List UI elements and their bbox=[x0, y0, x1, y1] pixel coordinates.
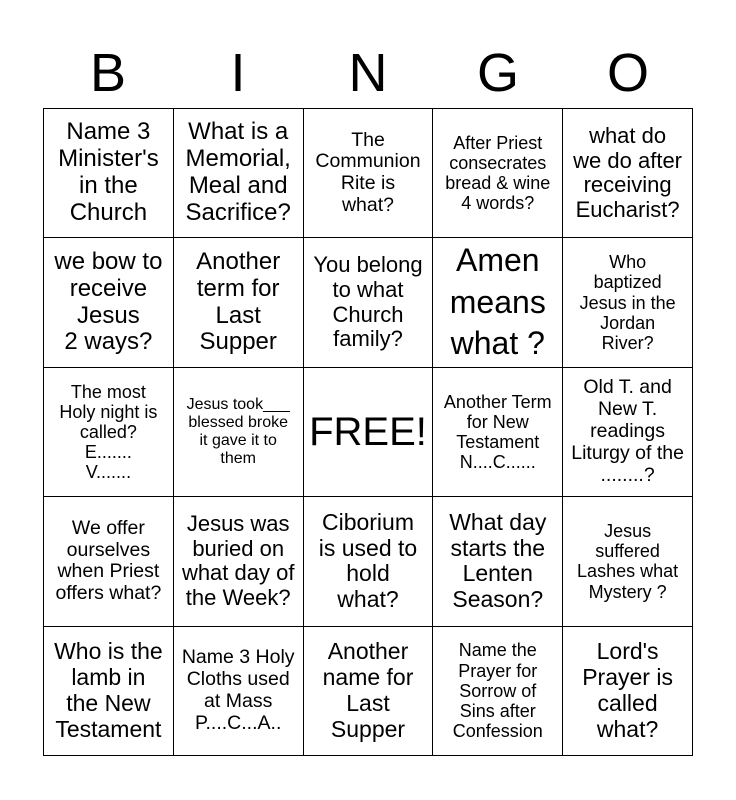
bingo-cell[interactable]: Another term for Last Supper bbox=[174, 238, 304, 367]
bingo-cell[interactable]: The most Holy night is called? E....... V....... bbox=[44, 368, 174, 497]
bingo-header bbox=[43, 40, 693, 106]
header-letter-b: B bbox=[89, 43, 127, 103]
bingo-cell[interactable]: Who baptized Jesus in the Jordan River? bbox=[563, 238, 693, 367]
bingo-cell[interactable]: The Communion Rite is what? bbox=[304, 109, 434, 238]
header-letter-g: G bbox=[476, 43, 519, 103]
bingo-cell[interactable]: Amen means what ? bbox=[433, 238, 563, 367]
bingo-cell[interactable]: Another name for Last Supper bbox=[304, 627, 434, 756]
bingo-cell[interactable]: what do we do after receiving Eucharist? bbox=[563, 109, 693, 238]
bingo-cell[interactable]: we bow to receive Jesus 2 ways? bbox=[44, 238, 174, 367]
bingo-grid bbox=[43, 108, 693, 756]
header-letter-o: O bbox=[606, 43, 649, 103]
free-cell[interactable]: FREE! bbox=[304, 368, 434, 497]
bingo-cell[interactable]: Ciborium is used to hold what? bbox=[304, 497, 434, 626]
bingo-cell[interactable]: We offer ourselves when Priest offers what? bbox=[44, 497, 174, 626]
bingo-cell[interactable]: Jesus suffered Lashes what Mystery ? bbox=[563, 497, 693, 626]
bingo-cell[interactable]: What is a Memorial, Meal and Sacrifice? bbox=[174, 109, 304, 238]
bingo-cell[interactable]: Name the Prayer for Sorrow of Sins after Confession bbox=[433, 627, 563, 756]
bingo-cell[interactable]: Name 3 Minister's in the Church bbox=[44, 109, 174, 238]
bingo-cell[interactable]: After Priest consecrates bread & wine 4 words? bbox=[433, 109, 563, 238]
header-letter-i: I bbox=[230, 43, 246, 103]
bingo-cell[interactable]: Lord's Prayer is called what? bbox=[563, 627, 693, 756]
bingo-cell[interactable]: Name 3 Holy Cloths used at Mass P....C...A.. bbox=[174, 627, 304, 756]
bingo-cell[interactable]: You belong to what Church family? bbox=[304, 238, 434, 367]
header-letter-n: N bbox=[348, 43, 388, 103]
bingo-cell[interactable]: Jesus took___ blessed broke it gave it to them bbox=[174, 368, 304, 497]
bingo-cell[interactable]: Another Term for New Testament N....C...... bbox=[433, 368, 563, 497]
bingo-cell[interactable]: Jesus was buried on what day of the Week? bbox=[174, 497, 304, 626]
bingo-cell[interactable]: What day starts the Lenten Season? bbox=[433, 497, 563, 626]
bingo-cell[interactable]: Old T. and New T. readings Liturgy of the ........? bbox=[563, 368, 693, 497]
bingo-cell[interactable]: Who is the lamb in the New Testament bbox=[44, 627, 174, 756]
